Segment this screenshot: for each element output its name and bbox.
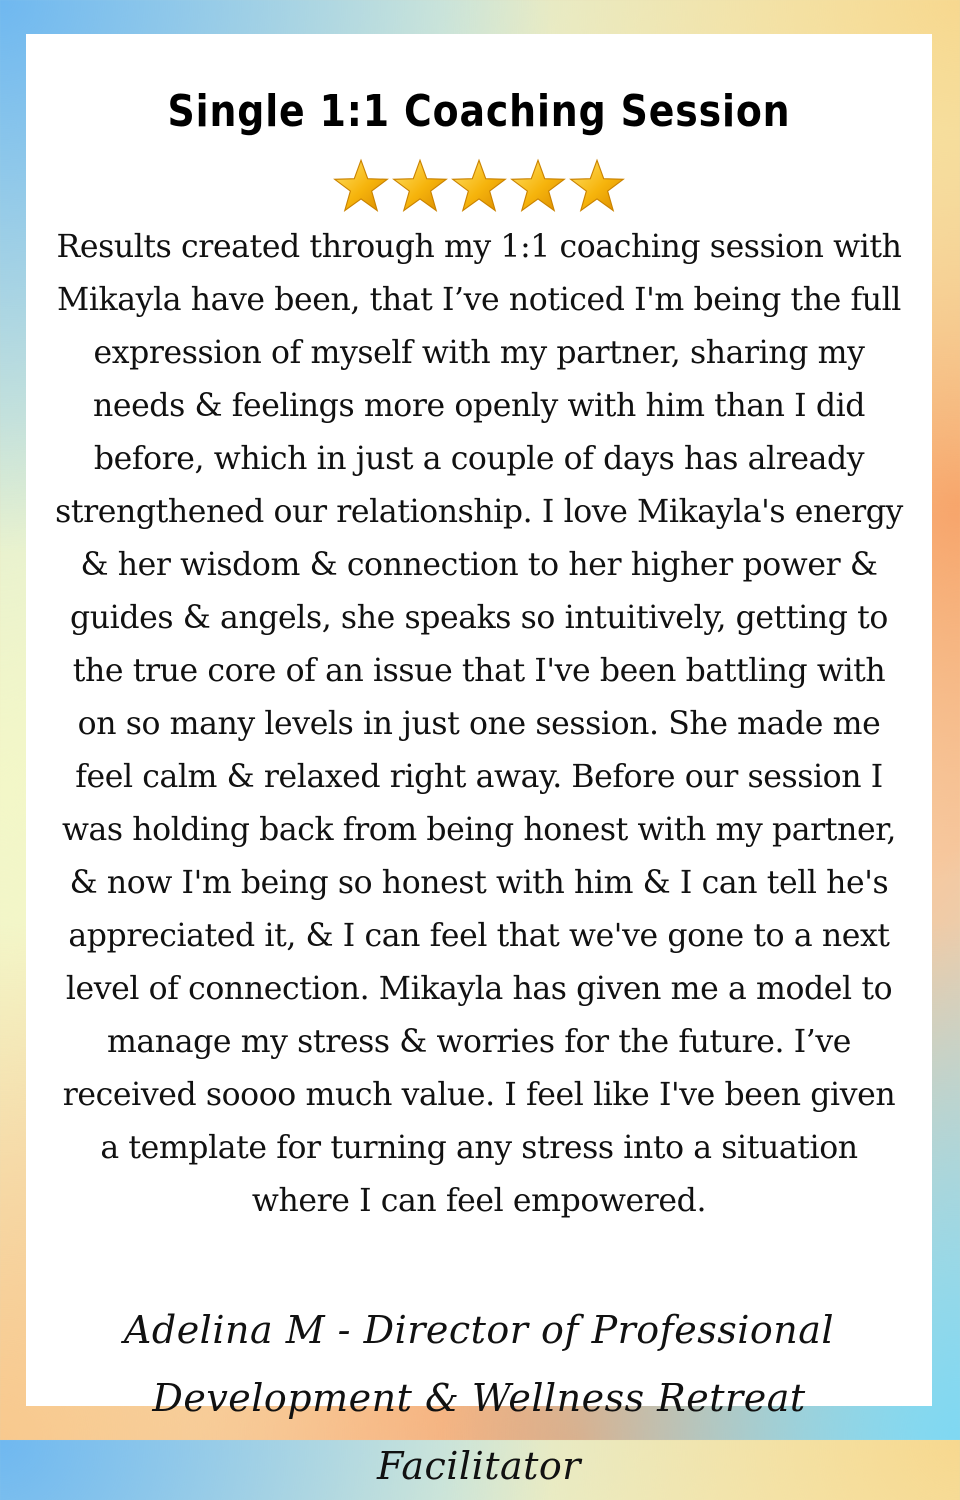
card-title: Single 1:1 Coaching Session [167, 86, 791, 137]
star-rating [26, 158, 932, 214]
testimonial-text: Results created through my 1:1 coaching session with Mikayla have been, that I’ve noticed I'm being the full expression of myself with my partner, sharing my needs & feelings more openly with him than I did before, which in just a couple of days has already strengthened our relationship. I love Mikayla's energy & her wisdom & connection to her higher power & guides & angels, she speaks so intuitively, getting to the true core of an issue that I've been battling with on so many levels in just one session. She made me feel calm & relaxed right away. Before our session I was holding back from being honest with my partner, & now I'm being so honest with him & I can tell he's appreciated it, & I can feel that we've gone to a next level of connection. Mikayla has given me a model to manage my stress & worries for the future. I’ve received soooo much value. I feel like I've been given a template for turning any stress into a situation where I can feel empowered. [55, 229, 903, 1219]
star-icon [569, 158, 625, 214]
testimonial-card [26, 34, 932, 1488]
author-signature: Adelina M - Director of Professional Development & Wellness Retreat Facilitator [123, 1308, 835, 1488]
star-icon [451, 158, 507, 214]
star-icon [392, 158, 448, 214]
star-icon [333, 158, 389, 214]
star-icon [510, 158, 566, 214]
